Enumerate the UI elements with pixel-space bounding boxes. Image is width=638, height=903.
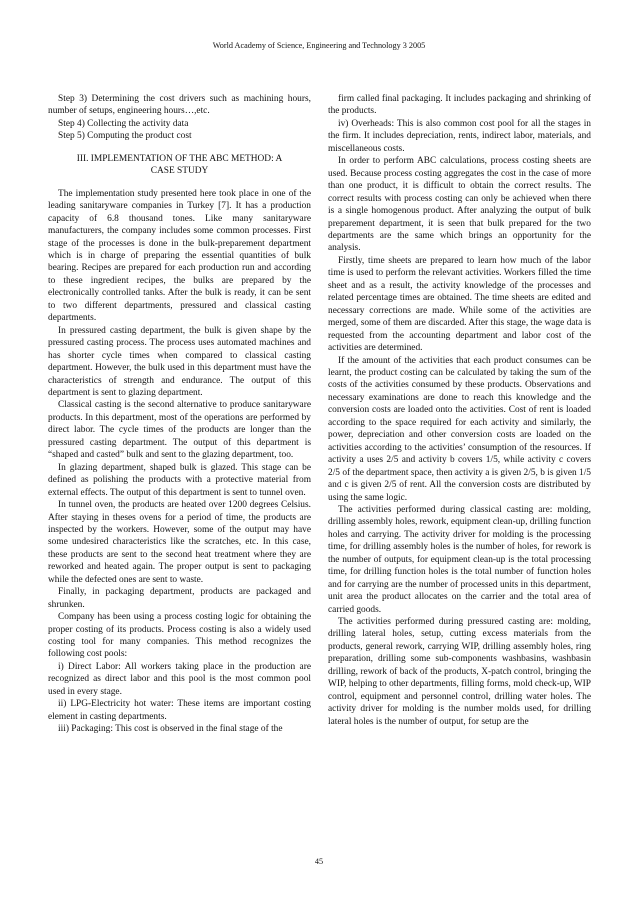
paragraph: iii) Packaging: This cost is observed in the final stage of the — [58, 724, 283, 735]
paragraph: If the amount of the activities that each product consumes can be learnt, the product costing can be calculated by taking the sum of the costs of the activities consumed by these products. Observations and necessary examinations are done to reach this knowledge and the conversion costs are loaded onto the activities. Cost of rent is loaded according to the space required for each activity and similarly, the power, depreciation and other conversion costs are loaded on the activities according to the activities’ consumption of the resources. If activity a uses 2/5 and activity b covers 1/5, while activity c covers 2/5 of the department space, then activity a is given 2/5, b is given 1/5 and c is given 2/5 of rent. All the conversion costs are distributed by using the same logic. — [328, 355, 591, 503]
paragraph: Step 3) Determining the cost drivers such as machining hours, number of setups, engineering hours…,etc. — [48, 94, 311, 117]
page-number: 45 — [314, 857, 324, 866]
paragraph: Classical casting is the second alternative to produce sanitaryware products. In this department, most of the operations are performed by direct labor. The cycle times of the products are longer than the pressured casting department. The output of this department is “shaped and casted” bulk and sent to the glazing department, too. — [48, 400, 311, 461]
paragraph: ii) LPG-Electricity hot water: These items are important costing element in casting departments. — [48, 699, 311, 722]
paragraph: i) Direct Labor: All workers taking place in the production are recognized as direct labor and this pool is the most common pool used in every stage. — [48, 661, 311, 697]
paragraph: Step 5) Computing the product cost — [58, 131, 192, 142]
paragraph: In order to perform ABC calculations, process costing sheets are used. Because process costing aggregates the cost in the case of more than one product, it is difficult to obtain the correct results. The correct results with process costing can only be achieved when there is a single homogenous product. After analyzing the output of bulk preparement department, it is seen that bulk prepared for the two departments are the same which brings an opportunity for the analysis. — [328, 156, 591, 254]
paragraph: Finally, in packaging department, products are packaged and shrunken. — [48, 587, 311, 610]
left-column — [48, 93, 311, 736]
running-header: World Academy of Science, Engineering and Technology 3 2005 — [212, 41, 426, 50]
section-heading-line: CASE STUDY — [150, 166, 209, 177]
section-heading — [48, 153, 311, 178]
paragraph: iv) Overheads: This is also common cost pool for all the stages in the firm. It includes depreciation, rents, indirect labor, materials, and miscellaneous costs. — [328, 118, 591, 154]
paragraph: The activities performed during pressured casting are: molding, drilling lateral holes, setup, cutting excess materials from the products, general rework, carrying WIP, drilling assembly holes, ring preparation, drilling some sub-components washbasins, washbasin drilling, rework of back of the products, X-patch control, bringing the WIP, helping to other departments, filling forms, mold check-up, WIP control, equipment and personnel control, drilling water holes. The activity driver for molding is the number molds used, for drilling lateral holes is the number of output, for setup are the — [328, 617, 591, 727]
paragraph: firm called final packaging. It includes packaging and shrinking of the products. — [328, 94, 591, 117]
paragraph: In tunnel oven, the products are heated over 1200 degrees Celsius. After staying in theses ovens for a period of time, the products are inspected by the workers. However, some of the output may have some undesired characteristics like the scratches, etc. In this case, these products are sent to the second heat treatment where they are reworked and heated again. The proper output is sent to packaging while the defected ones are sent to waste. — [48, 500, 311, 585]
paragraph: The implementation study presented here took place in one of the leading sanitaryware companies in Turkey [7]. It has a production capacity of 6.8 thousand tones. Like many sanitaryware manufacturers, the company includes some common processes. First stage of the processes is done in the bulk-preparement department which is in charge of preparing the essential quantities of bulk bearing. Recipes are prepared for each production run and according to these ingredient recipes, the bulks are prepared by the electronically controlled tanks. After the bulk is ready, it can be sent to two different departments, pressured and classical casting departments. — [48, 188, 311, 324]
paragraph: Company has been using a process costing logic for obtaining the proper costing of its products. Process costing is also a widely used costing tool for many companies. This method recognizes the following cost pools: — [48, 612, 311, 660]
right-column — [328, 93, 591, 728]
paragraph: Firstly, time sheets are prepared to learn how much of the labor time is used to perform the relevant activities. Workers filled the time sheet and as a result, the activity knowledge of the processes and related percentage times are obtained. The time sheets are edited and necessary corrections are made. While some of the activities are merged, some of them are discarded. After this stage, the wage data is requested from the accounting department and labor cost of the activities are determined. — [328, 255, 591, 354]
paragraph: In glazing department, shaped bulk is glazed. This stage can be defined as polishing the products with a protective material from external effects. The output of this department is sent to tunnel oven. — [48, 462, 311, 498]
section-heading-line: III. IMPLEMENTATION OF THE ABC METHOD: A — [76, 153, 283, 164]
paragraph: Step 4) Collecting the activity data — [58, 118, 189, 129]
paragraph: In pressured casting department, the bulk is given shape by the pressured casting process. The process uses automated machines and has shorter cycle times when compared to classical casting department. However, the bulk used in this department must have the characteristics of strength and endurance. The output of this department is sent to glazing department. — [48, 325, 311, 398]
paragraph: The activities performed during classical casting are: molding, drilling assembly holes, rework, equipment clean-up, drilling function holes and carrying. The activity driver for molding is the processing time, for drilling assembly holes is the number of holes, for rework is the number of outputs, for equipment clean-up is the total processing time, for drilling function holes is the total number of function holes and for carrying are the number of processed units in this department, unit area the product allocates on the carrier and the total area of carried goods. — [328, 504, 591, 615]
